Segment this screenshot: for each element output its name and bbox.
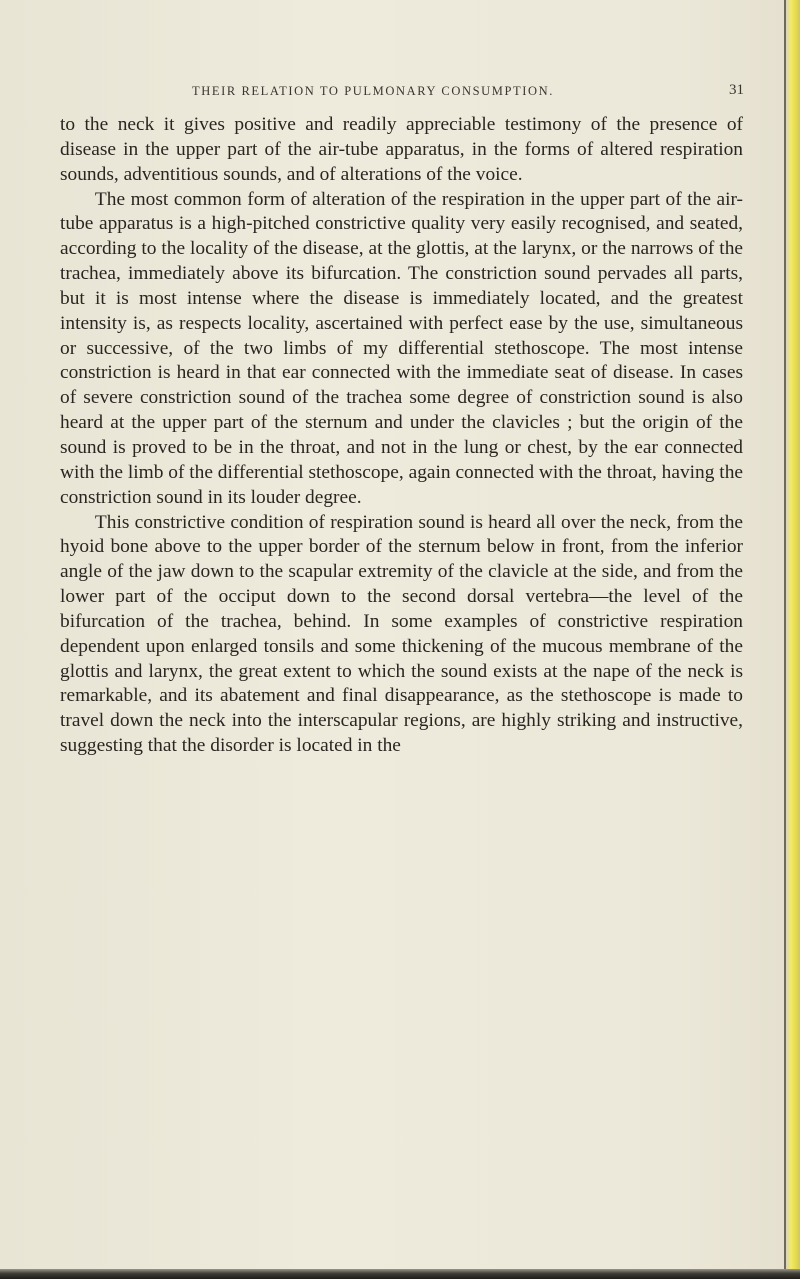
paragraph-3: This constrictive condition of respiration sound is heard all over the neck, from the hyoid bone above to the upper border of the sternum below in front, from the inferior angle of the jaw down to the scapular extremity of the clavicle at the side, and from the lower part of the occiput down to the second dorsal vertebra—the level of the bifurcation of the trachea, behind. In some examples of constrictive respiration dependent upon enlarged tonsils and some thickening of the mucous membrane of the glottis and larynx, the great extent to which the sound exists at the nape of the neck is remarkable, and its abatement and final disappearance, as the stethoscope is made to travel down the neck into the interscapular regions, are highly striking and instructive, suggesting that the disorder is located in the: [60, 511, 743, 757]
paragraph-1: to the neck it gives positive and readily appreciable testimony of the presence of disease in the upper part of the air-tube apparatus, in the forms of altered respiration sounds, adventitious sounds, and of alterations of the voice.: [60, 114, 743, 185]
bottom-page-edge: [0, 1269, 800, 1279]
page-number: 31: [729, 82, 744, 98]
running-head: THEIR RELATION TO PULMONARY CONSUMPTION.: [191, 84, 555, 98]
body-text: [60, 113, 743, 759]
gilt-page-edge: [786, 0, 800, 1279]
paragraph-2: The most common form of alteration of the respiration in the upper part of the air-tube apparatus is a high-pitched constrictive quality very easily recognised, and seated, according to the locality of the disease, at the glottis, at the larynx, or the narrows of the trachea, immediately above its bifurcation. The constriction sound pervades all parts, but it is most intense where the disease is immediately located, and the greatest intensity is, as respects locality, ascertained with perfect ease by the use, simultaneous or successive, of the two limbs of my differential stethoscope. The most intense constriction is heard in that ear connected with the immediate seat of disease. In cases of severe constriction sound of the trachea some degree of constriction sound is also heard at the upper part of the sternum and under the clavicles ; but the origin of the sound is proved to be in the throat, and not in the lung or chest, by the ear connected with the limb of the differential stethoscope, again connected with the throat, having the constriction sound in its louder degree.: [60, 188, 743, 508]
